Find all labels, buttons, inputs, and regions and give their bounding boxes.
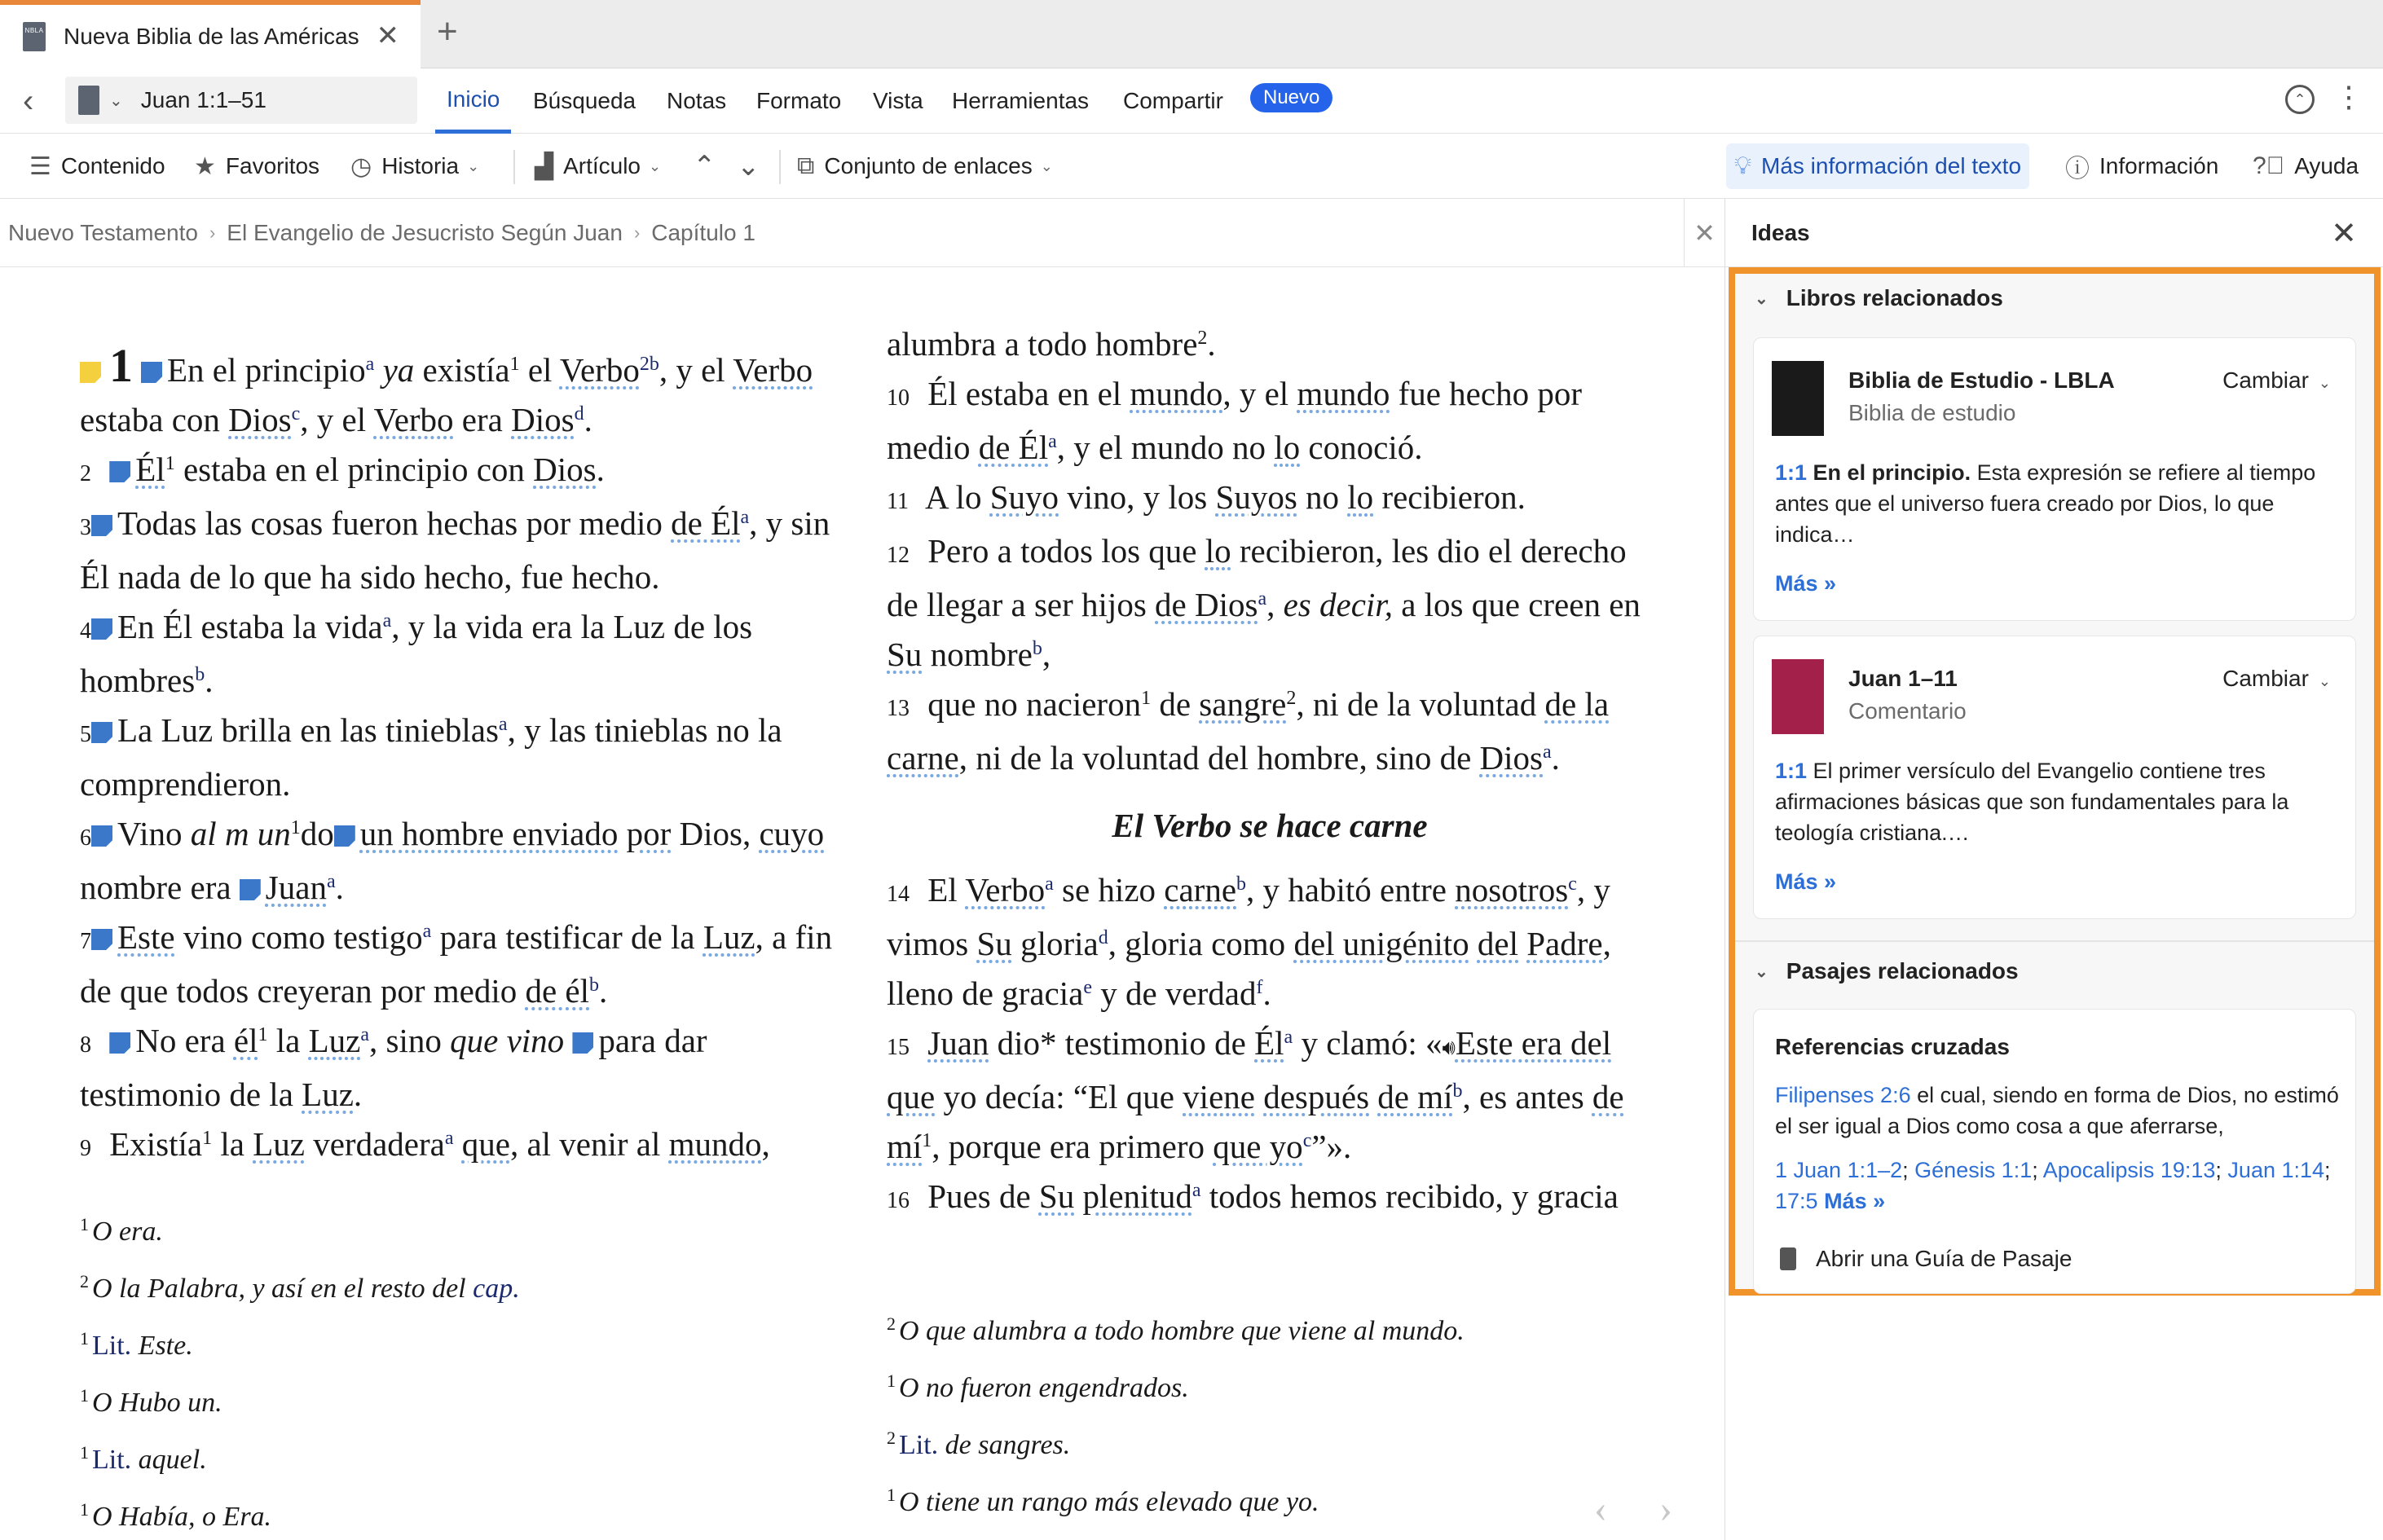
new-tab-button[interactable]: + [437, 11, 458, 51]
help-icon: ?⃝ [2253, 152, 2285, 179]
breadcrumb-item[interactable]: Nuevo Testamento [8, 219, 198, 245]
tab-bar [0, 0, 2383, 68]
historia-button[interactable]: ◷ Historia ⌄ [350, 152, 480, 180]
note-icon[interactable] [240, 879, 261, 900]
informacion-button[interactable]: ⓘ Información [2065, 134, 2218, 199]
previous-article-icon[interactable]: ⌃ [693, 151, 716, 182]
verse-11: 11 A lo Suyo vino, y los Suyos no lo recibieron. [887, 478, 1526, 516]
mas-informacion-button[interactable]: 💡︎ Más información del texto [1726, 143, 2029, 189]
note-icon[interactable] [334, 825, 355, 847]
star-icon: ★ [194, 152, 216, 180]
chevron-right-icon: › [209, 222, 216, 243]
new-badge[interactable]: Nuevo [1250, 83, 1332, 112]
verse-10: 10 Él estaba en el mundo, y el mundo fue hecho por medio de $Él^a$, y el mundo no lo conoció. [887, 375, 1582, 466]
verse-9: 9 Existía$^1$ la Luz verdadera$^a$ que, al venir al mundo, [80, 1125, 770, 1163]
link-set-icon: ⧉ [797, 152, 815, 179]
footnote[interactable]: $^1$ O era. [80, 1214, 163, 1247]
cross-ref-link[interactable]: 1 Juan 1:1–2 [1775, 1158, 1903, 1182]
menu-herramientas[interactable]: Herramientas [952, 88, 1090, 113]
contenido-button[interactable]: ☰ Contenido [29, 152, 165, 180]
more-link[interactable]: Más » [1775, 571, 1837, 596]
more-link[interactable]: Más » [1775, 869, 1837, 894]
resource-icon[interactable] [78, 86, 99, 115]
bible-book-icon: NBLA [23, 22, 46, 51]
cross-reference-list: 1 Juan 1:1–2; Génesis 1:1; Apocalipsis 19:13; Juan 1:14; 17:5 Más » [1775, 1158, 2331, 1213]
list-icon: ☰ [29, 152, 51, 180]
related-book-card[interactable] [1753, 636, 2356, 919]
book-type: Biblia de estudio [1848, 400, 2016, 425]
book-title[interactable]: Juan 1–11 [1848, 666, 1958, 691]
panel-title: Ideas [1751, 219, 1810, 245]
ayuda-button[interactable]: ?⃝ Ayuda [2253, 152, 2359, 179]
chevron-down-icon: ⌄ [2318, 375, 2331, 391]
verse-ref-link[interactable]: 1:1 [1775, 759, 1808, 783]
open-passage-guide-button[interactable]: Abrir una Guía de Pasaje [1780, 1246, 2072, 1272]
close-reader-icon[interactable]: ✕ [1684, 199, 1724, 267]
toolbar [0, 134, 2383, 199]
cross-reference-main: Filipenses 2:6 el cual, siendo en forma de Dios, no estimó el ser igual a Dios como cosa a que aferrarse, [1775, 1083, 2339, 1138]
footnote[interactable]: $^1$ O Hubo un. [80, 1385, 222, 1418]
book-cover-image [1772, 361, 1824, 436]
menu-formato[interactable]: Formato [756, 88, 842, 113]
text-column-left [80, 341, 846, 1173]
cross-ref-link[interactable]: Juan 1:14 [2227, 1158, 2325, 1182]
info-icon: ⓘ [2065, 156, 2090, 183]
favoritos-button[interactable]: ★ Favoritos [194, 152, 320, 180]
chevron-down-icon[interactable]: ⌄ [109, 91, 123, 110]
verse-8: 8 No era $él^1$ la Luz$^a$, sino que vino para dar testimonio de la Luz. [80, 1022, 707, 1113]
menu-compartir[interactable]: Compartir [1123, 88, 1223, 113]
menu-vista[interactable]: Vista [873, 88, 923, 113]
note-icon[interactable] [91, 722, 112, 743]
verse-2: 2 $Él^1$ estaba en el principio con Dios. [80, 451, 605, 488]
libros-relacionados-toggle[interactable]: ⌄ Libros relacionados [1755, 285, 2003, 310]
footnotes-left [80, 1199, 846, 1540]
note-icon[interactable] [91, 825, 112, 847]
more-link[interactable]: Más » [1824, 1189, 1886, 1213]
reference-input[interactable]: Juan 1:1–51 [140, 87, 266, 112]
verse-7: 7 Este vino como testigo$^a$ para testificar de la Luz, a fin de que todos creyeran por medio de $él^b$. [80, 918, 833, 1010]
footnote[interactable]: $^2$ Lit. de sangres. [887, 1428, 1071, 1460]
document-tab[interactable] [0, 0, 421, 68]
cross-ref-link[interactable]: Génesis 1:1 [1914, 1158, 2033, 1182]
verse-5: 5 La Luz brilla en las tinieblas$^a$, y las tinieblas no la comprendieron. [80, 711, 782, 803]
chevron-down-icon: ⌄ [1755, 289, 1769, 308]
verse-3: 3 Todas las cosas fueron hechas por medio de $Él^a$, y sin Él nada de lo que ha sido hecho, fue hecho. [80, 504, 830, 596]
collapse-up-icon[interactable]: ⌃ [2285, 85, 2315, 114]
chevron-down-icon: ⌄ [2318, 673, 2331, 689]
verse-9-cont: alumbra a todo hombre$^2$. [887, 325, 1216, 363]
note-icon[interactable] [91, 515, 112, 536]
note-icon[interactable] [91, 929, 112, 950]
chevron-down-icon: ⌄ [467, 157, 480, 174]
book-excerpt: 1:1 En el principio. Esta expresión se refiere al tiempo antes que el universo fuera creado por Dios, lo que indica… [1775, 460, 2316, 547]
verse-14: 14 El Verbo$^a$ se hizo carne$^b$, y habitó entre nosotros$^c$, y vimos Su gloria$^d$, gloria como del unigénito del Padre, lleno de gracia$^e$ y de verdad$^f$. [887, 871, 1611, 1012]
section-heading: El Verbo se hace carne [1112, 807, 1428, 844]
cross-references-title: Referencias cruzadas [1775, 1034, 2010, 1059]
bar-chart-icon: ▟ [535, 152, 554, 180]
related-content-frame [1729, 267, 2381, 1296]
cross-ref-link[interactable]: 17:5 [1775, 1189, 1818, 1213]
next-page-icon[interactable]: › [1659, 1487, 1672, 1530]
tab-title: Nueva Biblia de las Américas [64, 24, 359, 49]
book-title[interactable]: Biblia de Estudio - LBLA [1848, 367, 2115, 393]
back-arrow-icon[interactable]: ‹ [23, 83, 34, 119]
note-icon[interactable] [572, 1032, 593, 1054]
lightbulb-icon: 💡︎ [1734, 152, 1751, 179]
audio-icon[interactable]: 🔊︎ [1442, 1036, 1456, 1059]
footnote[interactable]: $^1$ O Había, o Era. [80, 1499, 272, 1532]
verse-12: 12 Pero a todos los que lo recibieron, les dio el derecho de llegar a ser hijos de Dios$^a$, es decir, a los que creen en Su nombre$^b$, [887, 532, 1641, 673]
book-excerpt: 1:1 El primer versículo del Evangelio contiene tres afirmaciones básicas que son fundamentales para la teología cristiana.… [1775, 759, 2289, 845]
verse-13: 13 que no nacieron$^1$ de sangre$^2$, ni de la voluntad de la carne, ni de la voluntad del hombre, sino de Dios$^a$. [887, 685, 1610, 777]
chevron-down-icon: ⌄ [1755, 962, 1769, 981]
close-panel-icon[interactable]: ✕ [2331, 217, 2357, 251]
ideas-panel [1724, 199, 2383, 1540]
chevron-down-icon: ⌄ [649, 157, 662, 174]
conjunto-enlaces-button[interactable]: ⧉ Conjunto de enlaces ⌄ [797, 152, 1053, 179]
footnotes-right [887, 1299, 1653, 1527]
ideas-header [1725, 199, 2383, 267]
cross-references-card [1753, 1009, 2356, 1294]
change-book-button[interactable]: Cambiar ⌄ [2222, 666, 2331, 691]
cross-ref-link[interactable]: Filipenses 2:6 [1775, 1083, 1911, 1107]
menu-notas[interactable]: Notas [667, 88, 727, 113]
footnote[interactable]: $^1$ O no fueron engendrados. [887, 1371, 1189, 1403]
reference-box[interactable] [65, 77, 417, 124]
verse-ref-link[interactable]: 1:1 [1775, 460, 1808, 485]
history-icon: ◷ [350, 152, 372, 180]
verse-1: 1 En el principio$^a$ ya existía$^1$ el Verbo$^{2b}$, y el Verbo estaba con Dios$^c$, y el Verbo era Dios$^d$. [80, 339, 813, 438]
divider [779, 150, 781, 184]
menu-inicio[interactable]: Inicio [435, 68, 511, 134]
chevron-down-icon: ⌄ [1040, 157, 1053, 174]
breadcrumb-item[interactable]: Capítulo 1 [651, 219, 755, 245]
breadcrumb-item[interactable]: El Evangelio de Jesucristo Según Juan [227, 219, 623, 245]
text-column-right [887, 319, 1653, 1225]
footnote[interactable]: $^1$ Lit. Este. [80, 1328, 193, 1361]
note-icon[interactable] [141, 362, 162, 383]
verse-4: 4 En Él estaba la vida$^a$, y la vida era la Luz de los hombres$^b$. [80, 608, 753, 699]
breadcrumb [0, 199, 1684, 267]
cross-ref-link[interactable]: Apocalipsis 19:13 [2042, 1158, 2216, 1182]
section-divider [1735, 940, 2374, 942]
next-article-icon[interactable]: ⌄ [737, 151, 760, 182]
previous-page-icon[interactable]: ‹ [1594, 1487, 1607, 1530]
pasajes-relacionados-toggle[interactable]: ⌄ Pasajes relacionados [1755, 958, 2019, 983]
note-icon[interactable] [109, 1032, 130, 1054]
verse-6: 6 Vino al m $un^1do$ un hombre enviado por Dios, cuyo nombre era Juan$^a$. [80, 815, 825, 906]
footnote[interactable]: $^2$ O que alumbra a todo hombre que viene al mundo. [887, 1313, 1465, 1346]
menu-busqueda[interactable]: Búsqueda [533, 88, 636, 113]
change-book-button[interactable]: Cambiar ⌄ [2222, 367, 2331, 393]
chapter-number: 1 [109, 339, 133, 392]
highlight-icon[interactable] [80, 362, 101, 383]
articulo-button[interactable]: ▟ Artículo ⌄ [535, 152, 662, 180]
book-cover-image [1772, 659, 1824, 734]
verse-15: 15 Juan dio* testimonio de $Él^a$ y clamó: «🔊︎Este era del que yo decía: “El que viene después de $mí^b$, es antes de $mí^1$, porque era primero que $yo^c$”». [887, 1024, 1624, 1165]
guide-book-icon [1780, 1247, 1796, 1270]
divider [513, 150, 515, 184]
book-type: Comentario [1848, 698, 1967, 724]
note-icon[interactable] [91, 618, 112, 640]
note-icon[interactable] [109, 461, 130, 482]
menu-row [0, 68, 2383, 134]
footnote[interactable]: $^2$ O la Palabra, y así en el resto del cap. [80, 1271, 520, 1304]
related-book-card[interactable] [1753, 337, 2356, 621]
chevron-right-icon: › [633, 222, 641, 243]
bible-reader [0, 267, 1724, 1540]
close-tab-icon[interactable]: ✕ [376, 20, 399, 51]
more-vertical-icon[interactable]: ⋮ [2334, 80, 2363, 113]
footnote[interactable]: $^1$ Lit. aquel. [80, 1442, 207, 1475]
footnote[interactable]: $^1$ O tiene un rango más elevado que yo. [887, 1485, 1319, 1517]
verse-16: 16 Pues de Su plenitud$^a$ todos hemos recibido, y gracia [887, 1177, 1619, 1215]
